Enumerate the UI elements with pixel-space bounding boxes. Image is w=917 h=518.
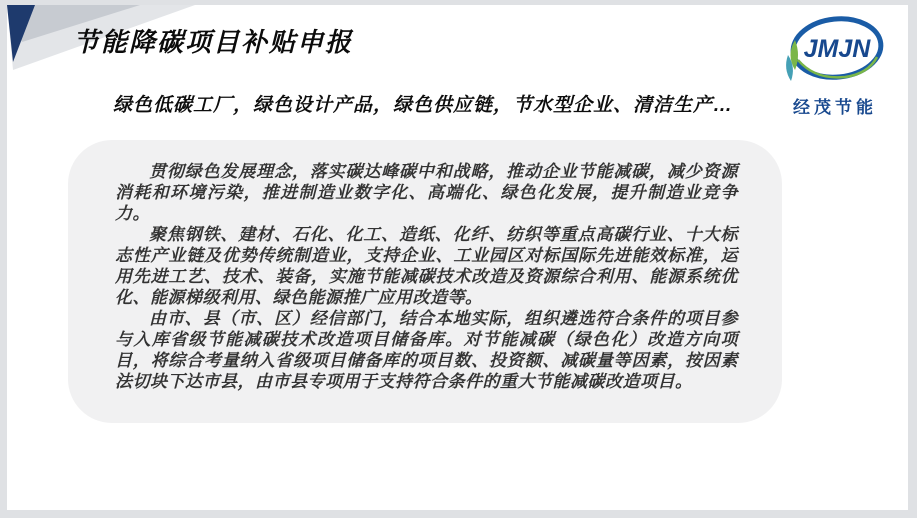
paragraph-3: 由市、县（市、区）经信部门，结合本地实际，组织遴选符合条件的项目参与入库省级节能减碳技术改造项目储备库。对节能减碳（绿色化）改造方向项目，将综合考量纳入省级项目储备库的项目数、投资额、减碳量等因素，按因素法切块下达市县，由市县专项用于支持符合条件的重大节能减碳改造项目。	[115, 309, 738, 391]
paragraph-1: 贯彻绿色发展理念，落实碳达峰碳中和战略，推动企业节能减碳，减少资源消耗和环境污染，推进制造业数字化、高端化、绿色化发展，提升制造业竞争力。	[115, 162, 738, 223]
page-title: 节能降碳项目补贴申报	[73, 27, 354, 57]
slide-canvas	[7, 5, 908, 510]
logo-monogram: JMJN	[803, 35, 871, 63]
content-box	[68, 140, 782, 423]
subtitle: 绿色低碳工厂，绿色设计产品，绿色供应链，节水型企业、清洁生产…	[113, 95, 734, 116]
company-logo	[783, 13, 887, 118]
jmjn-logo-icon	[783, 13, 887, 87]
company-name: 经茂节能	[793, 98, 877, 117]
paragraph-2: 聚焦钢铁、建材、石化、化工、造纸、化纤、纺织等重点高碳行业、十大标志性产业链及优势传统制造业，支持企业、工业园区对标国际先进能效标准，运用先进工艺、技术、装备，实施节能减碳技术改造及资源综合利用、能源系统优化、能源梯级利用、绿色能源推广应用改造等。	[115, 225, 738, 307]
